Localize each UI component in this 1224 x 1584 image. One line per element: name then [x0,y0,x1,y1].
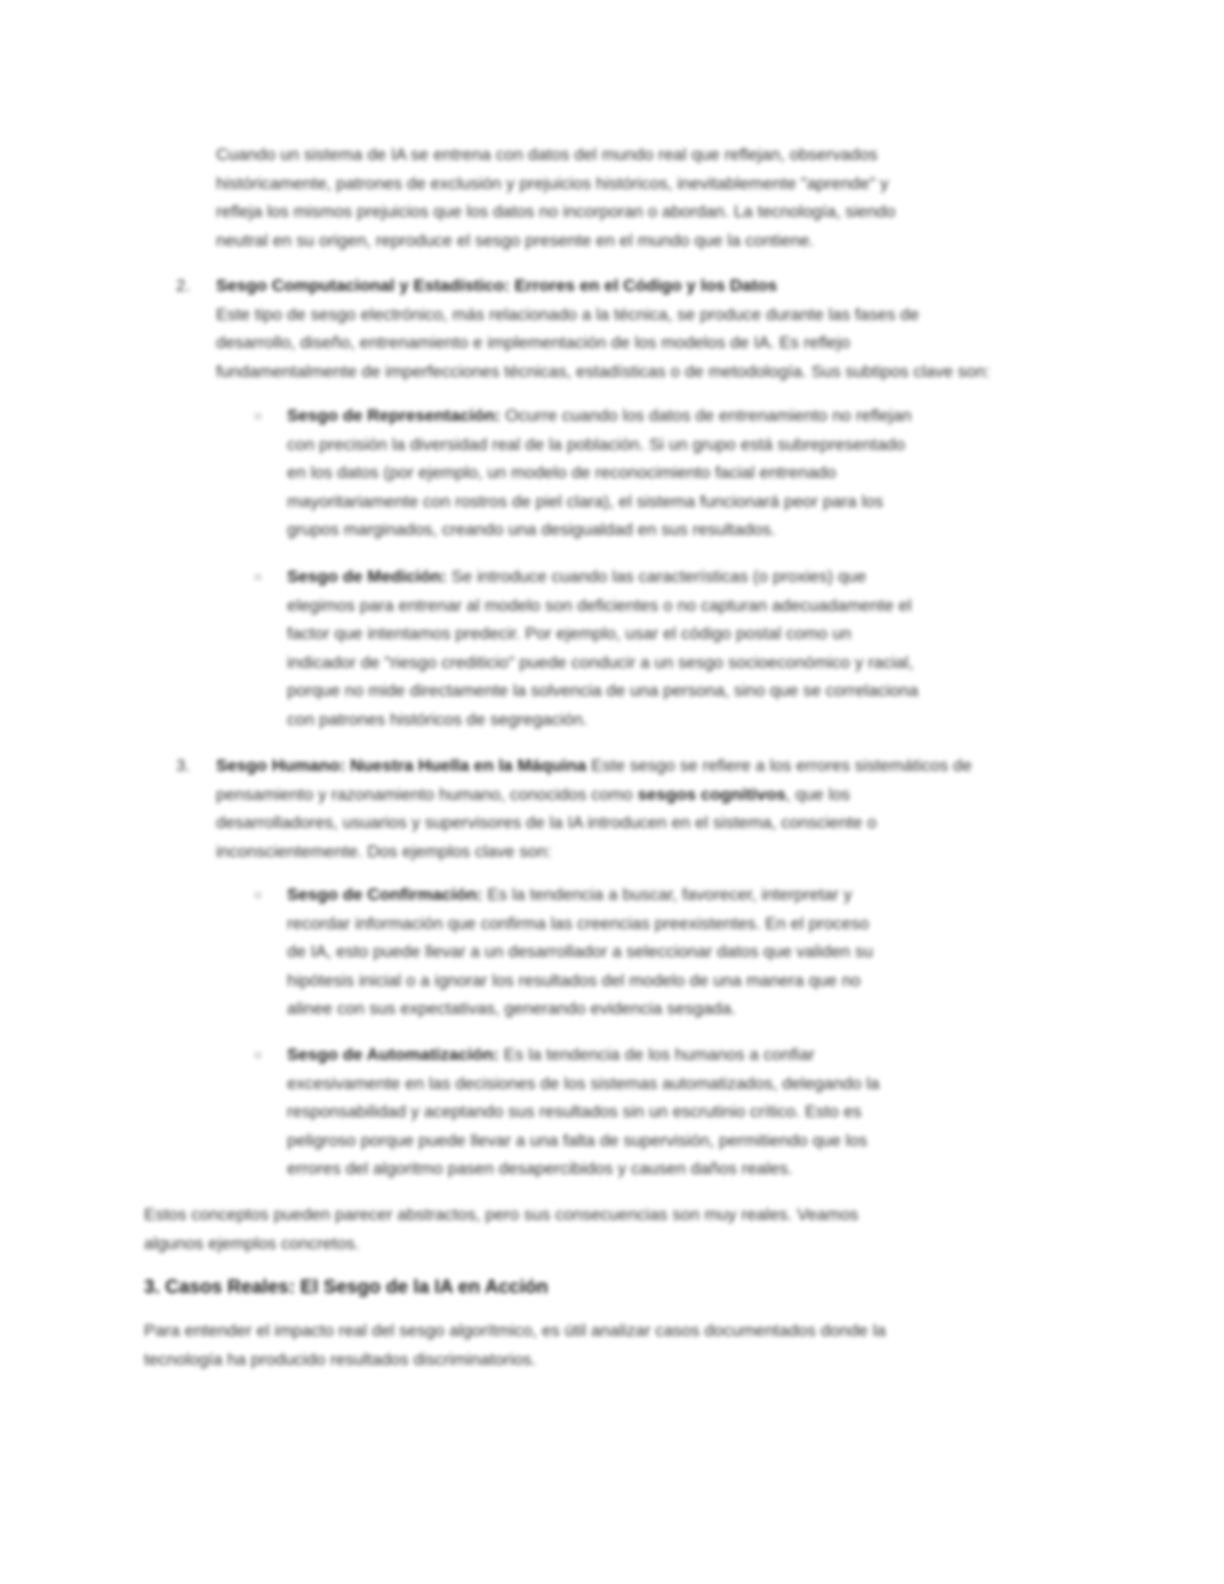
section-2-paragraph [216,272,990,386]
text-line: porque no mide directamente la solvencia de una persona, sino que se correlaciona [287,681,919,700]
text-line: Este sesgo se refiere a los errores sistemáticos de [591,756,972,775]
text-line: hipótesis inicial o a ignorar los resultados del modelo de una manera que no [287,970,861,990]
text-line: Cuando un sistema de IA se entrena con datos del mundo real que reflejan, observados [216,145,878,164]
text-line: inconscientemente. Dos ejemplos clave son: [216,841,552,861]
text-line: excesivamente en las decisiones de los sistemas automatizados, delegando la [287,1073,880,1093]
text-line: desarrolladores, usuarios y supervisores de la IA introducen en el sistema, consciente [216,813,863,832]
text-line: históricamente, patrones de exclusión y prejuicios históricos, inevitablemente "aprende" y [216,173,889,193]
text-line: factor que intentamos predecir. Por ejemplo, usar el código postal como un [287,624,852,643]
bullet-confirmacion [287,881,873,1024]
text-line: , que los [785,784,851,804]
text-line: errores del algoritmo pasen desapercibidos y causen daños reales. [287,1159,793,1178]
text-line: recordar información que confirma las creencias preexistentes. En el proceso [287,913,870,933]
text-line: refleja los mismos prejuicios que los datos no incorporan o abordan. La tecnología, siendo [216,202,896,221]
bullet-title: Sesgo de Representación: [287,406,501,425]
section-2-title: Sesgo Computacional y Estadístico: Errores en el Código y los Datos [216,276,778,295]
text-line: tecnología ha producido resultados discriminatorios. [144,1349,537,1369]
bullet-text: Es la tendencia a buscar, favorecer, interpretar y [487,885,853,904]
text-line: responsabilidad y aceptando sus resultados sin un escrutinio crítico. Esto es [287,1102,862,1121]
bullet-title: Sesgo de Automatización: [287,1045,499,1064]
closing-paragraph [144,1201,858,1258]
bold-term: sesgos cognitivos [637,784,786,804]
list-number: 3. [176,756,191,775]
text-line: mayoritariamente con rostros de piel clara), el sistema funcionará peor para los [287,491,884,511]
text-line: de IA, esto puede llevar a un desarrollador a seleccionar datos que validen su [287,942,873,961]
text-line: o [862,813,877,832]
section-3-title: Sesgo Humano: Nuestra Huella en la Máquina [216,756,587,775]
bullet-representacion [287,402,912,545]
bullet-text: Se introduce cuando las características (o proxies) que [451,567,867,586]
text-line: elegimos para entrenar al modelo son deficientes o no capturan adecuadamente el [287,595,912,615]
bullet-text: Ocurre cuando los datos de entrenamiento no reflejan [505,406,912,425]
text-line: con precisión la diversidad real de la población. Si un grupo está subrepresentado [287,434,906,454]
text-line: con patrones históricos de segregación. [287,709,588,729]
section-heading: 3. Casos Reales: El Sesgo de la IA en Acción [144,1277,549,1298]
text-line: alinee con sus expectativas, generando evidencia sesgada. [287,999,736,1018]
bullet-marker: ○ [254,569,262,584]
text-line: desarrollo, diseño, entrenamiento e implementación de los modelos de IA. Es reflejo [216,333,851,352]
text-line: algunos ejemplos concretos. [144,1233,360,1253]
text-line: Para entender el impacto real del sesgo algorítmico, es útil analizar casos documentados donde la [144,1321,886,1340]
text-line: en los datos (por ejemplo, un modelo de reconocimiento facial entrenado [287,463,837,482]
text-line: fundamentalmente de imperfecciones técnicas, estadísticas o de metodología. Sus subtipos clave son: [216,361,990,381]
bullet-automatizacion [287,1041,880,1184]
text-line: grupos marginados, creando una desigualdad en sus resultados. [287,520,776,539]
section-3-paragraph [216,752,972,866]
text-line: Este tipo de sesgo electrónico, más relacionado a la técnica, se produce durante las fases de [216,304,920,324]
bullet-text: Es la tendencia de los humanos a confiar [503,1045,815,1064]
text-line: neutral en su origen, reproduce el sesgo presente en el mundo que la contiene. [216,230,815,250]
bullet-marker: ○ [254,1047,262,1062]
text-line: Estos conceptos pueden parecer abstractos, pero sus consecuencias son muy reales. Veamos [144,1205,859,1224]
intro-paragraph [216,141,895,255]
bullet-medicion [287,563,918,734]
text-line: indicador de "riesgo crediticio" puede conducir a un sesgo socioeconómico y racial, [287,652,914,672]
bullet-marker: ○ [254,887,262,902]
text-line: pensamiento y razonamiento humano, conocidos como [216,784,638,804]
bullet-title: Sesgo de Confirmación: [287,885,483,904]
list-number: 2. [176,276,191,295]
bullet-title: Sesgo de Medición: [287,567,447,586]
bullet-marker: ○ [254,408,262,423]
text-line: peligroso porque puede llevar a una falta de supervisión, permitiendo que los [287,1130,868,1150]
final-paragraph [144,1317,886,1374]
